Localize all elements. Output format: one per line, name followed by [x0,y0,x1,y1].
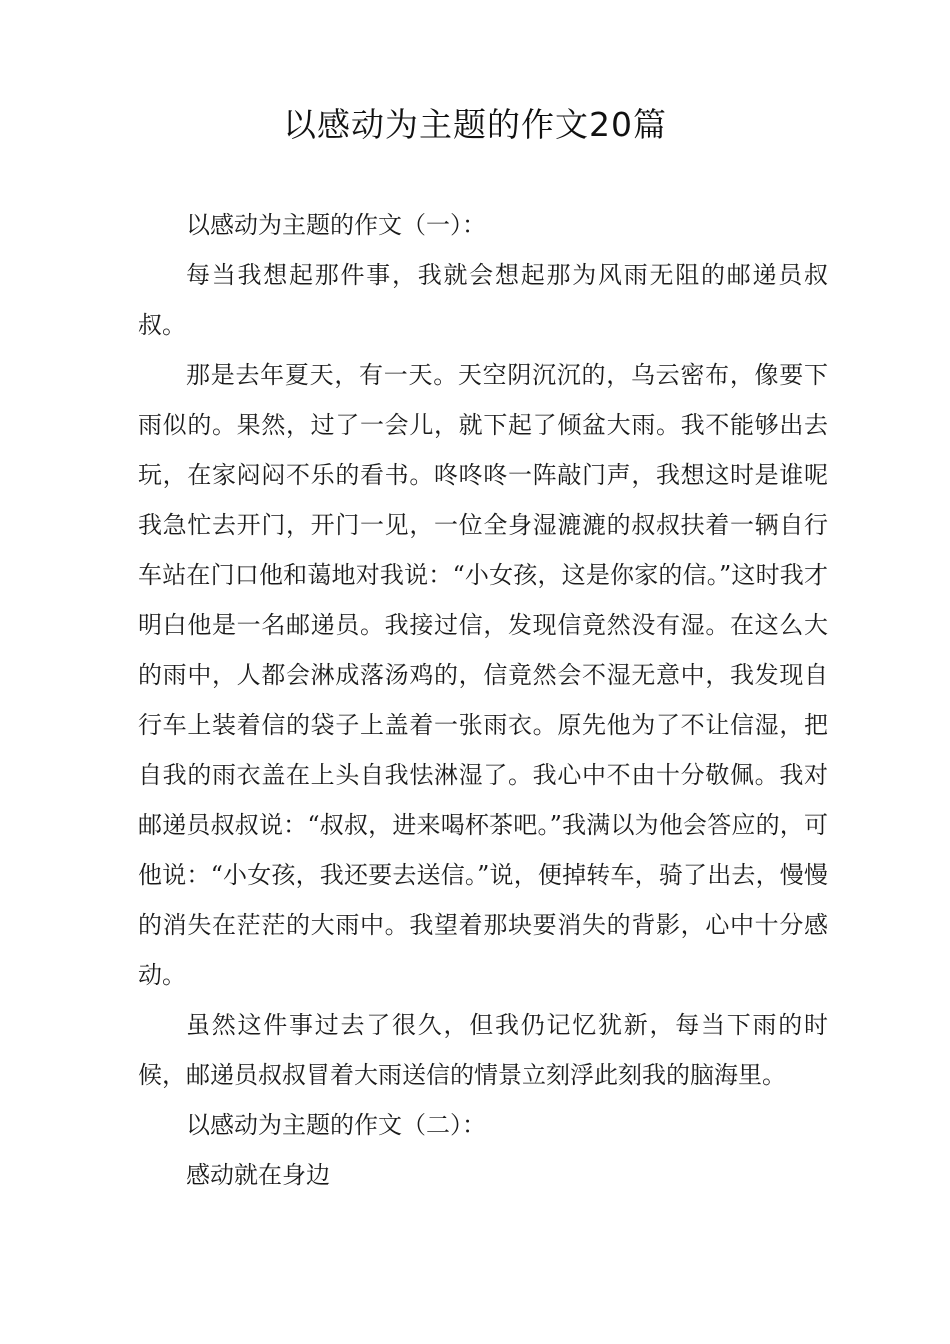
section-heading-2: 以感动为主题的作文（二）： [186,1111,486,1139]
section-subtitle: 感动就在身边 [186,1161,330,1189]
paragraph-story: 那是去年夏天，有一天。天空阴沉沉的，乌云密布，像要下雨似的。果然，过了一会儿，就下起了倾盆大雨。我不能够出去玩，在家闷闷不乐的看书。咚咚咚一阵敲门声，我想这时是谁呢我急忙去开门，开门一见，一位全身湿漉漉的叔叔扶着一辆自行车站在门口他和蔼地对我说：“小女孩，这是你家的信。”这时我才明白他是一名邮递员。我接过信，发现信竟然没有湿。在这么大的雨中，人都会淋成落汤鸡的，信竟然会不湿无意中，我发现自行车上装着信的袋子上盖着一张雨衣。原先他为了不让信湿，把自我的雨衣盖在上头自我怯淋湿了。我心中不由十分敬佩。我对邮递员叔叔说：“叔叔，进来喝杯茶吧。”我满以为他会答应的，可他说：“小女孩，我还要去送信。”说，便掉转车，骑了出去，慢慢的消失在茫茫的大雨中。我望着那块要消失的背影，心中十分感动。 [138,361,828,989]
paragraph-intro: 每当我想起那件事，我就会想起那为风雨无阻的邮递员叔叔。 [138,261,828,339]
section-heading-1: 以感动为主题的作文（一）： [186,211,486,239]
document-body [138,200,828,1200]
paragraph-conclusion: 虽然这件事过去了很久，但我仍记忆犹新，每当下雨的时候，邮递员叔叔冒着大雨送信的情景立刻浮此刻我的脑海里。 [138,1011,828,1089]
document-title: 以感动为主题的作文20篇 [283,105,667,144]
